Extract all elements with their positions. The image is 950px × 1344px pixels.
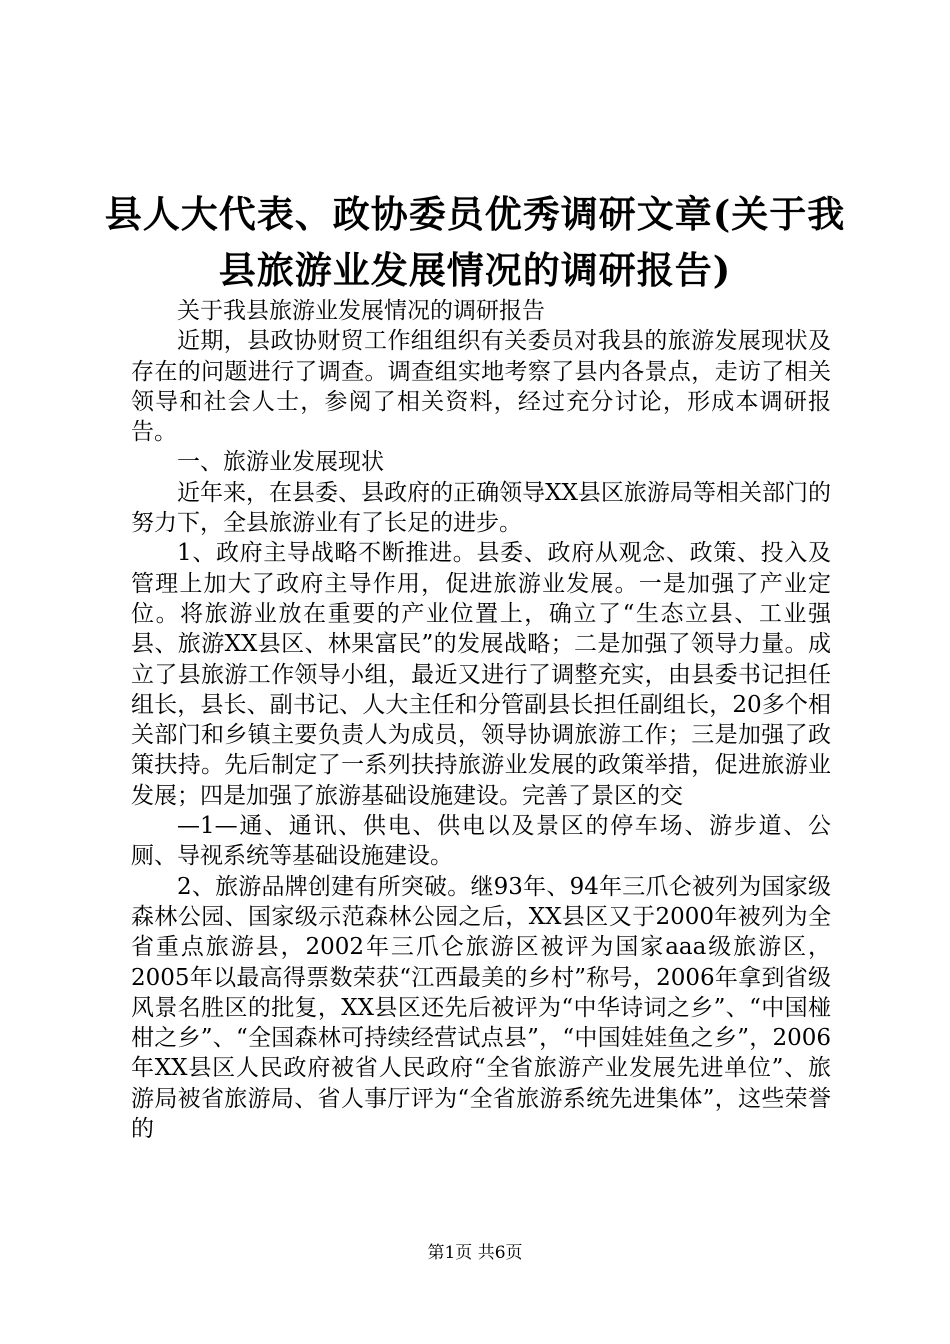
document-body (131, 296, 831, 1144)
paragraph-point-1: 1、政府主导战略不断推进。县委、政府从观念、政策、投入及管理上加大了政府主导作用，促进旅游业发展。一是加强了产业定位。将旅游业放在重要的产业位置上，确立了“生态立县、工业强县、旅游XX县区、林果富民”的发展战略；二是加强了领导力量。成立了县旅游工作领导小组，最近又进行了调整充实，由县委书记担任组长，县长、副书记、人大主任和分管副县长担任副组长，20多个相关部门和乡镇主要负责人为成员，领导协调旅游工作；三是加强了政策扶持。先后制定了一系列扶持旅游业发展的政策举措，促进旅游业发展；四是加强了旅游基础设施建设。完善了景区的交 (131, 540, 831, 809)
report-subtitle: 关于我县旅游业发展情况的调研报告 (177, 298, 545, 324)
title-line-1: 县人大代表、政协委员优秀调研文章(关于我 (104, 192, 846, 236)
paragraph-continuation: —1—通、通讯、供电、供电以及景区的停车场、游步道、公厕、导视系统等基础设施建设。 (131, 813, 831, 870)
paragraph-point-2: 2、旅游品牌创建有所突破。继93年、94年三爪仑被列为国家级森林公园、国家级示范森林公园之后，XX县区又于2000年被列为全省重点旅游县，2002年三爪仑旅游区被评为国家aaa级旅游区，2005年以最高得票数荣获“江西最美的乡村”称号，2006年拿到省级风景名胜区的批复，XX县区还先后被评为“中华诗词之乡”、“中国椪柑之乡”、“全国森林可持续经营试点县”，“中国娃娃鱼之乡”，2006年XX县区人民政府被省人民政府“全省旅游产业发展先进单位”、旅游局被省旅游局、省人事厅评为“全省旅游系统先进集体”，这些荣誉的 (131, 873, 831, 1143)
title-line-2: 县旅游业发展情况的调研报告) (218, 248, 732, 292)
paragraph-overview: 近年来，在县委、县政府的正确领导XX县区旅游局等相关部门的努力下，全县旅游业有了长足的进步。 (131, 479, 831, 537)
document-title (100, 186, 850, 298)
page-footer: 第1页 共6页 (427, 1243, 523, 1263)
paragraph-intro: 近期，县政协财贸工作组组织有关委员对我县的旅游发展现状及存在的问题进行了调查。调查组实地考察了县内各景点，走访了相关领导和社会人士，参阅了相关资料，经过充分讨论，形成本调研报告。 (131, 328, 831, 446)
section-heading: 一、旅游业发展现状 (177, 449, 384, 476)
